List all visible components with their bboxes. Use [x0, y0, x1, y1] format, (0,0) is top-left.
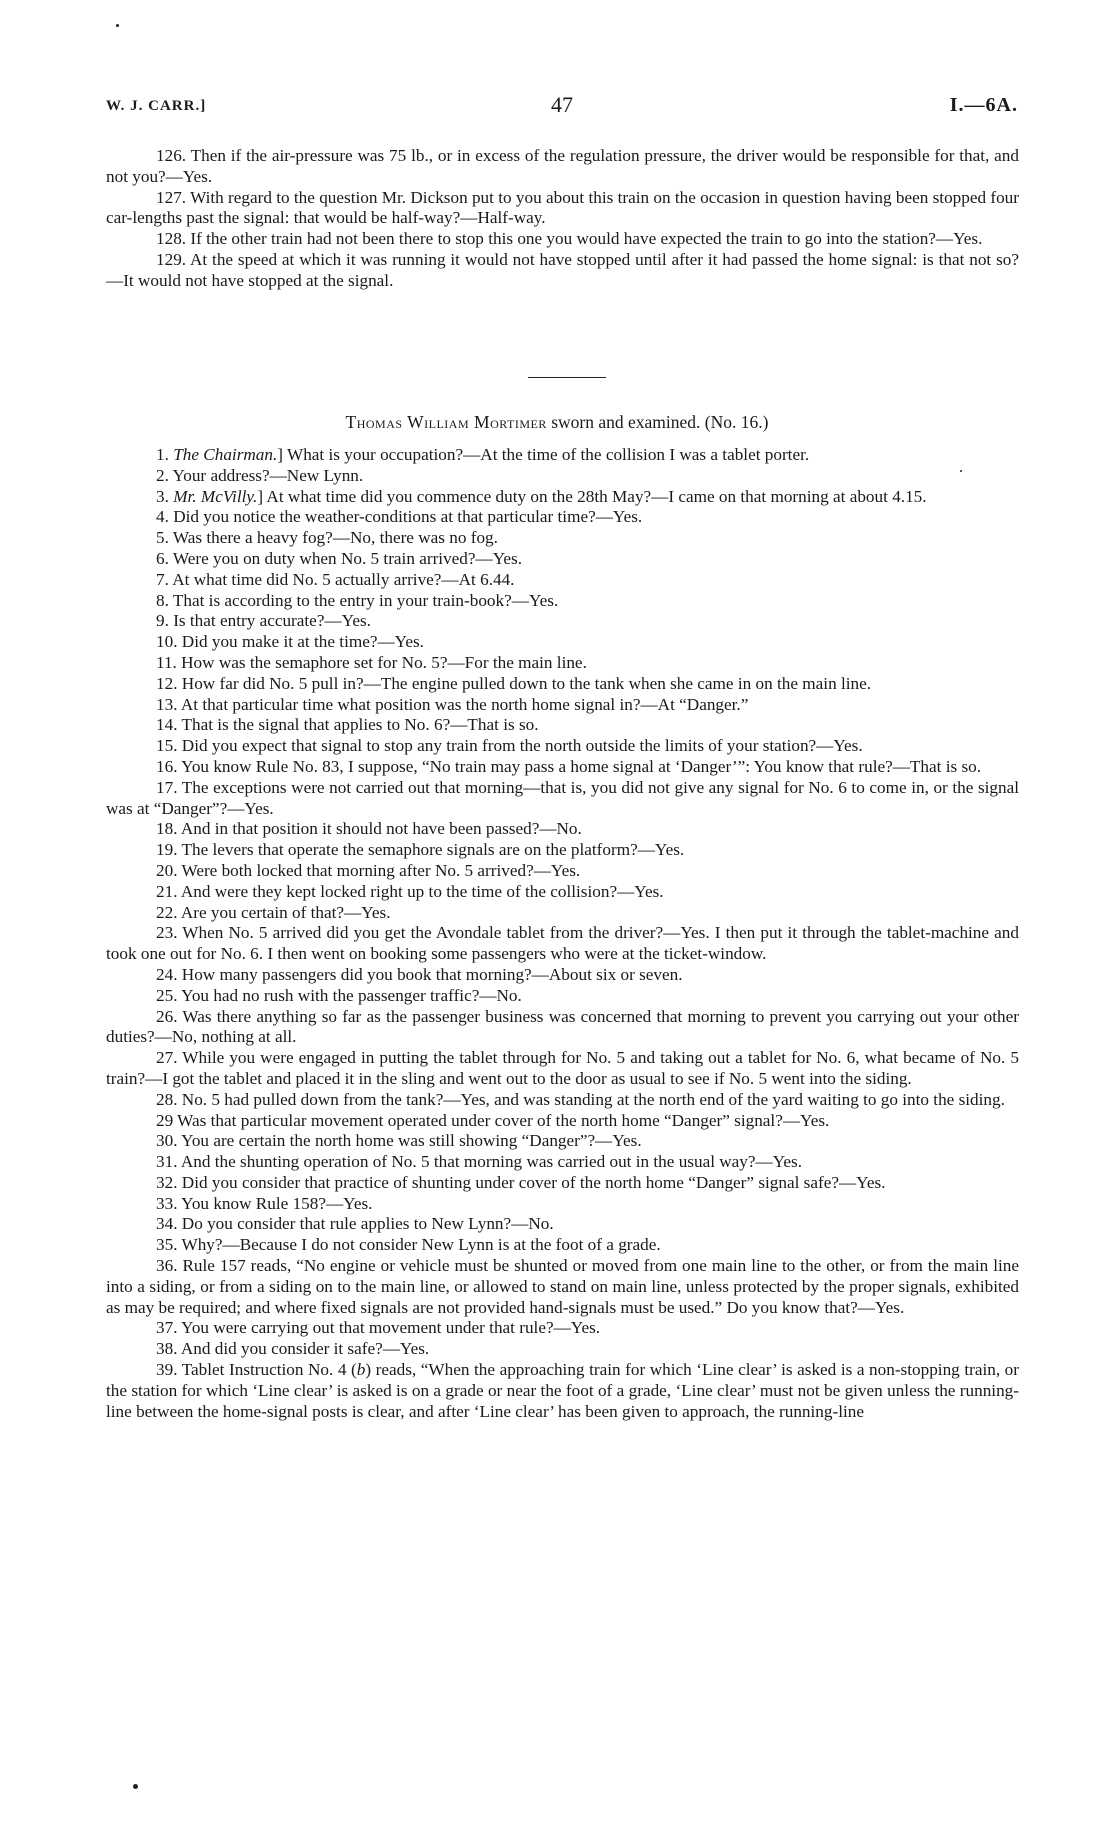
- paragraph: 6. Were you on duty when No. 5 train arrived?—Yes.: [156, 548, 523, 568]
- paragraph: 38. And did you consider it safe?—Yes.: [156, 1339, 430, 1359]
- paragraph: 28. No. 5 had pulled down from the tank?—Yes, and was standing at the north end of the yard waiting to go into the siding.: [156, 1089, 1005, 1109]
- paragraph: 127. With regard to the question Mr. Dickson put to you about this train on the occasion in question having been stopped four car-lengths past the signal: that would be half-way?—Half-way.: [106, 187, 1019, 228]
- paragraph: 4. Did you notice the weather-conditions at that particular time?—Yes.: [156, 507, 643, 527]
- paragraph: 25. You had no rush with the passenger traffic?—No.: [156, 985, 522, 1005]
- paragraph: 15. Did you expect that signal to stop any train from the north outside the limits of your station?—Yes.: [156, 736, 863, 756]
- paragraph: 11. How was the semaphore set for No. 5?—For the main line.: [156, 652, 587, 672]
- paragraph: 10. Did you make it at the time?—Yes.: [156, 632, 424, 652]
- page-header: [106, 92, 1018, 126]
- paragraph: 8. That is according to the entry in your train-book?—Yes.: [156, 590, 559, 610]
- paragraph: 34. Do you consider that rule applies to New Lynn?—No.: [156, 1214, 554, 1234]
- paragraph: 23. When No. 5 arrived did you get the Avondale tablet from the driver?—Yes. I then put it through the tablet-machine and took one out for No. 6. I then went on booking some passengers who were at the ticket-window.: [106, 923, 1019, 964]
- header-document-ref: I.—6A.: [949, 94, 1018, 116]
- paragraph: 18. And in that position it should not have been passed?—No.: [156, 819, 582, 839]
- ink-speck: [133, 1784, 138, 1789]
- paragraph: 17. The exceptions were not carried out that morning—that is, you did not give any signal for No. 6 to come in, or the signal was at “Danger”?—Yes.: [106, 777, 1019, 818]
- paragraph: 128. If the other train had not been there to stop this one you would have expected the train to go into the station?—Yes.: [156, 229, 983, 249]
- witness-heading-text: sworn and examined.: [551, 412, 701, 432]
- question-number: 1.: [156, 445, 169, 464]
- clause-letter: b: [356, 1360, 366, 1380]
- witness-heading: [0, 412, 1114, 433]
- carr-testimony: [106, 146, 1019, 292]
- paragraph: 14. That is the signal that applies to No. 6?—That is so.: [156, 715, 539, 735]
- header-witness-name: W. J. CARR.]: [106, 98, 207, 114]
- paragraph: 26. Was there anything so far as the passenger business was concerned that morning to prevent you carrying out your other duties?—No, nothing at all.: [106, 1006, 1019, 1047]
- paragraph: 5. Was there a heavy fog?—No, there was no fog.: [156, 528, 498, 548]
- paragraph: 126. Then if the air-pressure was 75 lb., or in excess of the regulation pressure, the driver would be responsible for that, and not you?—Yes.: [106, 146, 1019, 186]
- question-text: ] What is your occupation?—At the time of the collision I was a tablet porter.: [277, 445, 810, 464]
- paragraph: 16. You know Rule No. 83, I suppose, “No train may pass a home signal at ‘Danger’”: You know that rule?—That is so.: [156, 756, 982, 776]
- paragraph: [106, 487, 1019, 508]
- paragraph: 13. At that particular time what position was the north home signal in?—At “Danger.”: [156, 694, 749, 714]
- paragraph: 29 Was that particular movement operated under cover of the north home “Danger” signal?—Yes.: [156, 1110, 830, 1130]
- paragraph: 35. Why?—Because I do not consider New Lynn is at the foot of a grade.: [156, 1235, 661, 1255]
- paragraph: 9. Is that entry accurate?—Yes.: [156, 611, 371, 631]
- paragraph: 20. Were both locked that morning after No. 5 arrived?—Yes.: [156, 860, 581, 880]
- witness-number: (No. 16.): [704, 412, 769, 432]
- paragraph: 33. You know Rule 158?—Yes.: [156, 1193, 373, 1213]
- question-number: 3.: [156, 486, 169, 506]
- paragraph: [106, 1360, 1019, 1422]
- mortimer-testimony: [106, 445, 1019, 1422]
- ink-speck: [116, 24, 119, 27]
- speaker: The Chairman.: [173, 445, 278, 464]
- paragraph: 12. How far did No. 5 pull in?—The engine pulled down to the tank when she came in on the main line.: [156, 673, 872, 693]
- paragraph: 32. Did you consider that practice of shunting under cover of the north home “Danger” signal safe?—Yes.: [156, 1172, 886, 1192]
- question-text: ] At what time did you commence duty on the 28th May?—I came on that morning at about 4.15.: [257, 486, 927, 506]
- paragraph: 19. The levers that operate the semaphore signals are on the platform?—Yes.: [156, 840, 685, 860]
- paragraph: 24. How many passengers did you book that morning?—About six or seven.: [156, 964, 683, 984]
- question-text: ) reads, “When the approaching train for which ‘Line clear’ is asked is a non-stopping train, or the station for which ‘Line clear’ is asked is on a grade or near the foot of a grade, ‘Line clear’ must not be given unless the running-line between the home-signal posts is clear, and after ‘Line clear’ has been given to approach, the running-line: [106, 1360, 1020, 1421]
- paragraph: 30. You are certain the north home was still showing “Danger”?—Yes.: [156, 1131, 642, 1151]
- paragraph: 31. And the shunting operation of No. 5 that morning was carried out in the usual way?—Yes.: [156, 1152, 803, 1172]
- paragraph: [106, 445, 1019, 466]
- paragraph: 27. While you were engaged in putting the tablet through for No. 5 and taking out a tablet for No. 6, what became of No. 5 train?—I got the tablet and placed it in the sling and went out to the door as usual to see if No. 5 went into the siding.: [106, 1048, 1019, 1088]
- paragraph: 21. And were they kept locked right up to the time of the collision?—Yes.: [156, 881, 664, 901]
- paragraph: 129. At the speed at which it was running it would not have stopped until after it had passed the home signal: is that not so?—It would not have stopped at the signal.: [106, 249, 1019, 290]
- paragraph: 36. Rule 157 reads, “No engine or vehicle must be shunted or moved from one main line to the other, or from the main line into a siding, or from a siding on to the main line, or allowed to stand on main line, unless protected by the proper signals, exhibited as may be required; and where fixed signals are not provided hand-signals must be used.” Do you know that?—Yes.: [106, 1256, 1019, 1317]
- paragraph: 37. You were carrying out that movement under that rule?—Yes.: [156, 1318, 601, 1338]
- paragraph: 7. At what time did No. 5 actually arrive?—At 6.44.: [156, 569, 515, 589]
- witness-name: Thomas William Mortimer: [345, 412, 547, 432]
- paragraph: 2. Your address?—New Lynn.: [156, 465, 364, 485]
- question-text: 39. Tablet Instruction No. 4 (: [156, 1360, 357, 1380]
- page-number: 47: [551, 92, 573, 117]
- section-divider: [528, 377, 606, 378]
- paragraph: 22. Are you certain of that?—Yes.: [156, 902, 391, 922]
- speaker: Mr. McVilly.: [173, 486, 258, 506]
